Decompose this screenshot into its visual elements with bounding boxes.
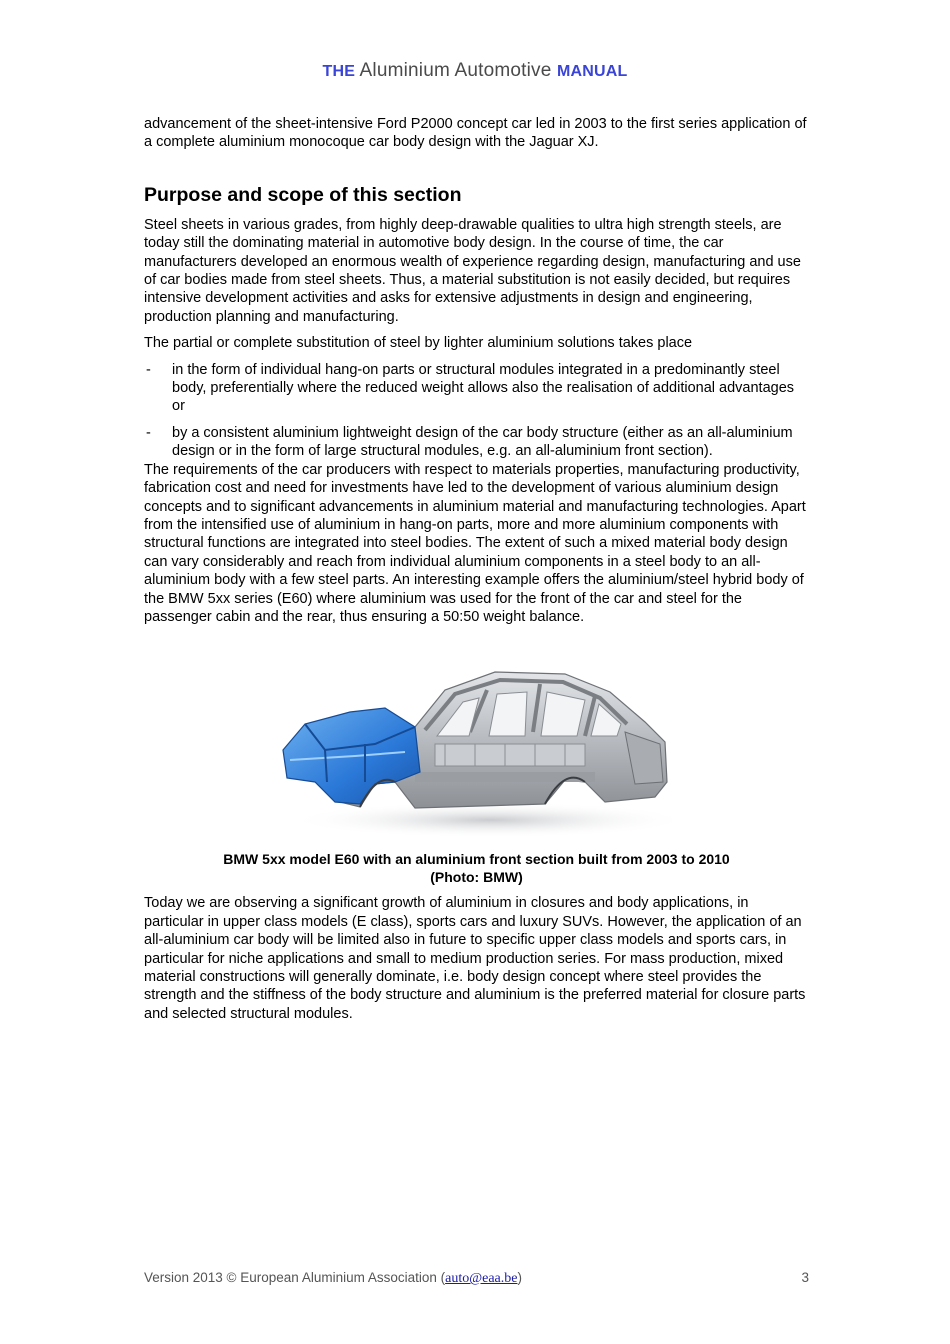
paragraph-2: The partial or complete substitution of steel by lighter aluminium solutions takes place	[144, 335, 693, 352]
list-item	[144, 361, 809, 416]
page-body	[144, 115, 809, 1023]
list-item	[144, 424, 809, 461]
paragraph-1: Steel sheets in various grades, from highly deep-drawable qualities to ultra high strength steels, are today still the dominating material in automotive body design. In the course of time, the car manufacturers developed an enormous wealth of experience regarding design, manufacturing and use of car bodies made from steel sheets. Thus, a material substitution is not easily decided, but requires intensive development activities and asks for extensive adjustments in design and engineering, production planning and manufacturing.	[144, 216, 801, 325]
bullet-dash: -	[146, 424, 151, 441]
car-body-illustration	[265, 632, 697, 842]
paragraph-4: Today we are observing a significant growth of aluminium in closures and body applications, in particular in upper class models (E class), sports cars and luxury SUVs. However, the application of an all-aluminium car body will be limited also in future to specific upper class models and sports cars, in particular for niche applications and small to medium production series. For mass production, mixed material constructions will generally dominate, i.e. body design concept where steel provides the strength and the stiffness of the body structure and aluminium is the preferred material for closure parts and selected structural modules.	[144, 895, 806, 1022]
footer-version-close: )	[517, 1270, 522, 1285]
header-title: Aluminium Automotive	[359, 60, 552, 81]
running-header	[0, 60, 950, 82]
header-the: THE	[322, 63, 356, 80]
intro-paragraph: advancement of the sheet-intensive Ford P2000 concept car led in 2003 to the first series application of a complete aluminium monocoque car body design with the Jaguar XJ.	[144, 116, 807, 151]
caption-line-2: (Photo: BMW)	[430, 869, 523, 886]
bullet-text: in the form of individual hang-on parts or structural modules integrated in a predominantly steel body, preferentially where the reduced weight allows also the realisation of additional advantages or	[172, 361, 795, 415]
header-manual: MANUAL	[556, 63, 628, 80]
paragraph-3: The requirements of the car producers with respect to materials properties, manufacturing productivity, fabrication cost and need for investments have led to the development of various aluminium design concepts and to significant advancements in aluminium material and manufacturing technologies. Apart from the intensified use of aluminium in hang-on parts, more and more aluminium components with structural functions are integrated into steel bodies. The extent of such a mixed material body design can vary considerably and reach from individual aluminium components in a steel body to an all-aluminium body with a few steel parts. An interesting example offers the aluminium/steel hybrid body of the BMW 5xx series (E60) where aluminium was used for the front of the car and steel for the passenger cabin and the rear, thus ensuring a 50:50 weight balance.	[144, 461, 806, 625]
figure-caption	[144, 850, 809, 886]
bullet-text: by a consistent aluminium lightweight design of the car body structure (either as an all-aluminium design or in the form of large structural modules, e.g. an all-aluminium front section).	[172, 424, 793, 460]
footer-version	[144, 1270, 522, 1287]
page-number: 3	[801, 1270, 809, 1285]
footer-email-link[interactable]: auto@eaa.be	[445, 1271, 518, 1286]
footer-version-text: Version 2013 © European Aluminium Association (	[144, 1270, 446, 1285]
car-body-photo	[265, 632, 697, 842]
caption-line-1: BMW 5xx model E60 with an aluminium front section built from 2003 to 2010	[223, 851, 730, 868]
bullet-dash: -	[146, 361, 151, 378]
section-title: Purpose and scope of this section	[144, 183, 462, 206]
